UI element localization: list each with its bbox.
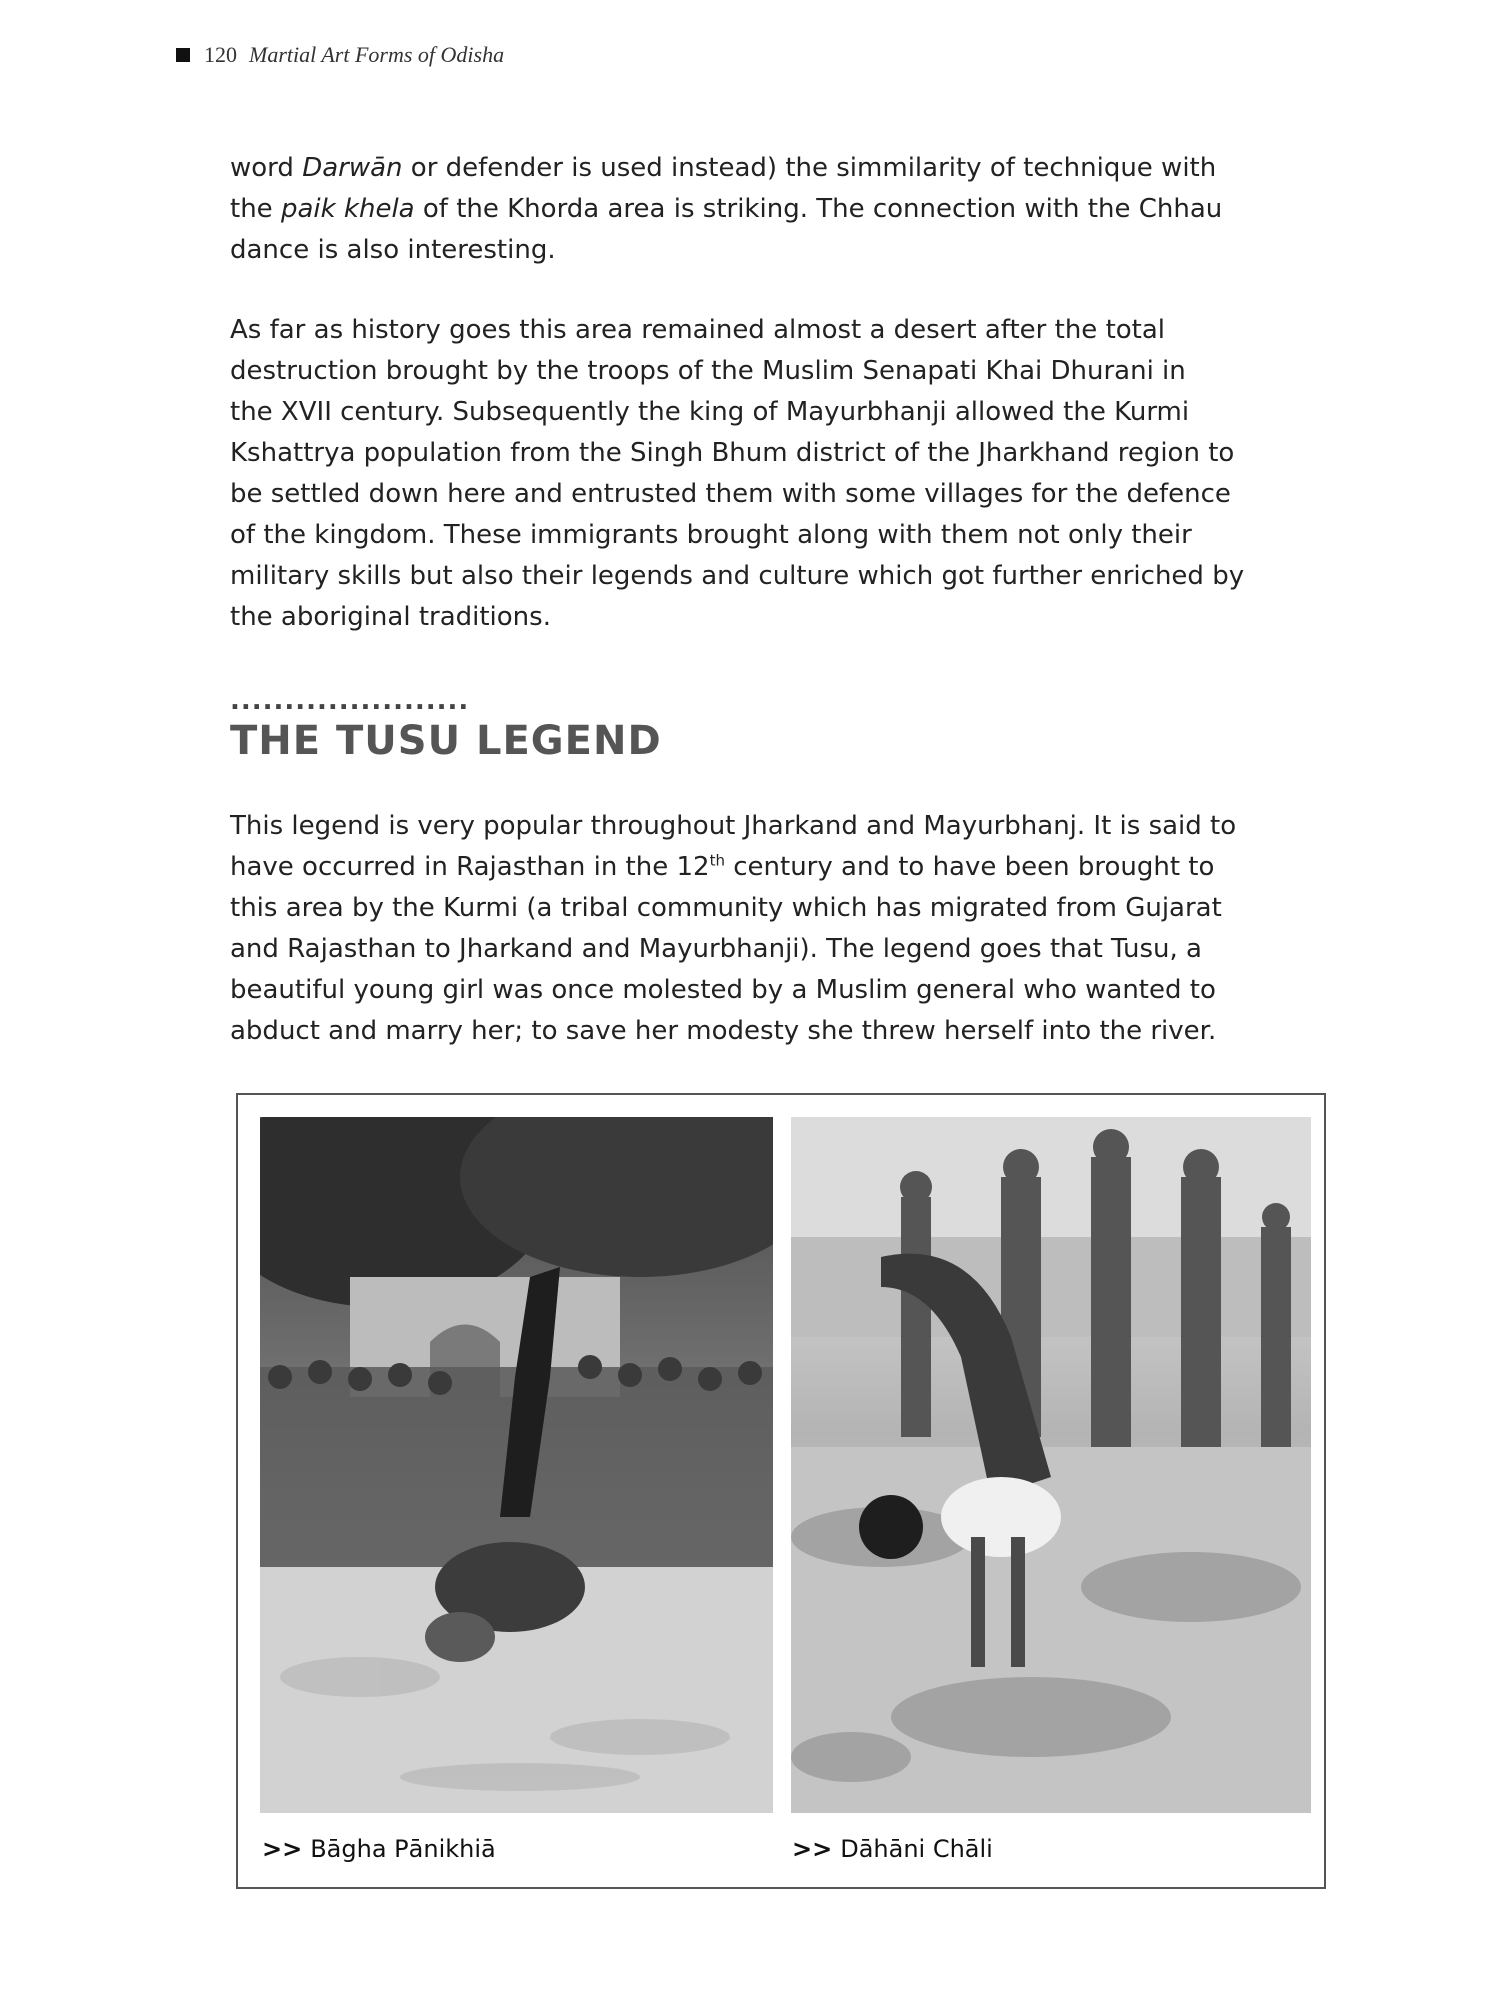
photo-bagha-panikhia	[260, 1117, 773, 1813]
para2-line: Kshattrya population from the Singh Bhum district of the Jharkhand region to	[230, 438, 1235, 468]
page-number: 120	[204, 42, 237, 67]
section-heading: THE TUSU LEGEND	[230, 718, 662, 764]
photo-right-illustration	[791, 1117, 1311, 1813]
text-fragment: of the Khorda area is striking. The connection with the Chhau	[414, 194, 1223, 224]
caption-text: Bāgha Pānikhiā	[310, 1835, 496, 1863]
caption-dahani-chali	[792, 1835, 993, 1863]
photo-left-illustration	[260, 1117, 773, 1813]
text-fragment: have occurred in Rajasthan in the 12	[230, 852, 710, 882]
section-dots-divider: ......................	[230, 686, 470, 716]
para2-line: of the kingdom. These immigrants brought along with them not only their	[230, 520, 1192, 550]
term-paik-khela: paik khela	[280, 194, 415, 224]
para3-line-5: beautiful young girl was once molested by a Muslim general who wanted to	[230, 975, 1216, 1005]
paragraph-tusu-legend	[230, 806, 1320, 1052]
para3-line-4: and Rajasthan to Jharkand and Mayurbhanji). The legend goes that Tusu, a	[230, 934, 1202, 964]
photo-dahani-chali	[791, 1117, 1311, 1813]
para2-line: As far as history goes this area remained almost a desert after the total	[230, 315, 1166, 345]
book-title: Martial Art Forms of Odisha	[249, 42, 505, 67]
paragraph-darwan	[230, 148, 1320, 271]
para2-line: military skills but also their legends and culture which got further enriched by	[230, 561, 1245, 591]
text-fragment: century and to have been brought to	[724, 852, 1215, 882]
running-head	[176, 42, 504, 68]
para1-line-3: dance is also interesting.	[230, 235, 556, 265]
para3-line-6: abduct and marry her; to save her modesty she threw herself into the river.	[230, 1016, 1217, 1046]
para2-line: the aboriginal traditions.	[230, 602, 551, 632]
text-fragment: word	[230, 153, 303, 183]
para2-line: destruction brought by the troops of the Muslim Senapati Khai Dhurani in	[230, 356, 1186, 386]
para3-line-2	[230, 847, 1320, 888]
ordinal-suffix: th	[709, 851, 725, 870]
para2-line: the XVII century. Subsequently the king of Mayurbhanji allowed the Kurmi	[230, 397, 1190, 427]
header-square-marker	[176, 48, 190, 62]
term-darwan: Darwān	[302, 153, 403, 183]
para1-line-2	[230, 189, 1320, 230]
para1-line-1	[230, 148, 1320, 189]
para2-line: be settled down here and entrusted them with some villages for the defence	[230, 479, 1231, 509]
figure-box	[236, 1093, 1326, 1889]
text-fragment: the	[230, 194, 281, 224]
caption-arrows: >>	[792, 1835, 833, 1863]
para3-line-1: This legend is very popular throughout Jharkand and Mayurbhanj. It is said to	[230, 811, 1237, 841]
caption-arrows: >>	[262, 1835, 303, 1863]
caption-bagha-panikhia	[262, 1835, 496, 1863]
caption-text: Dāhāni Chāli	[840, 1835, 993, 1863]
para3-line-3: this area by the Kurmi (a tribal community which has migrated from Gujarat	[230, 893, 1222, 923]
text-fragment: or defender is used instead) the simmilarity of technique with	[402, 153, 1217, 183]
paragraph-history	[230, 310, 1320, 638]
